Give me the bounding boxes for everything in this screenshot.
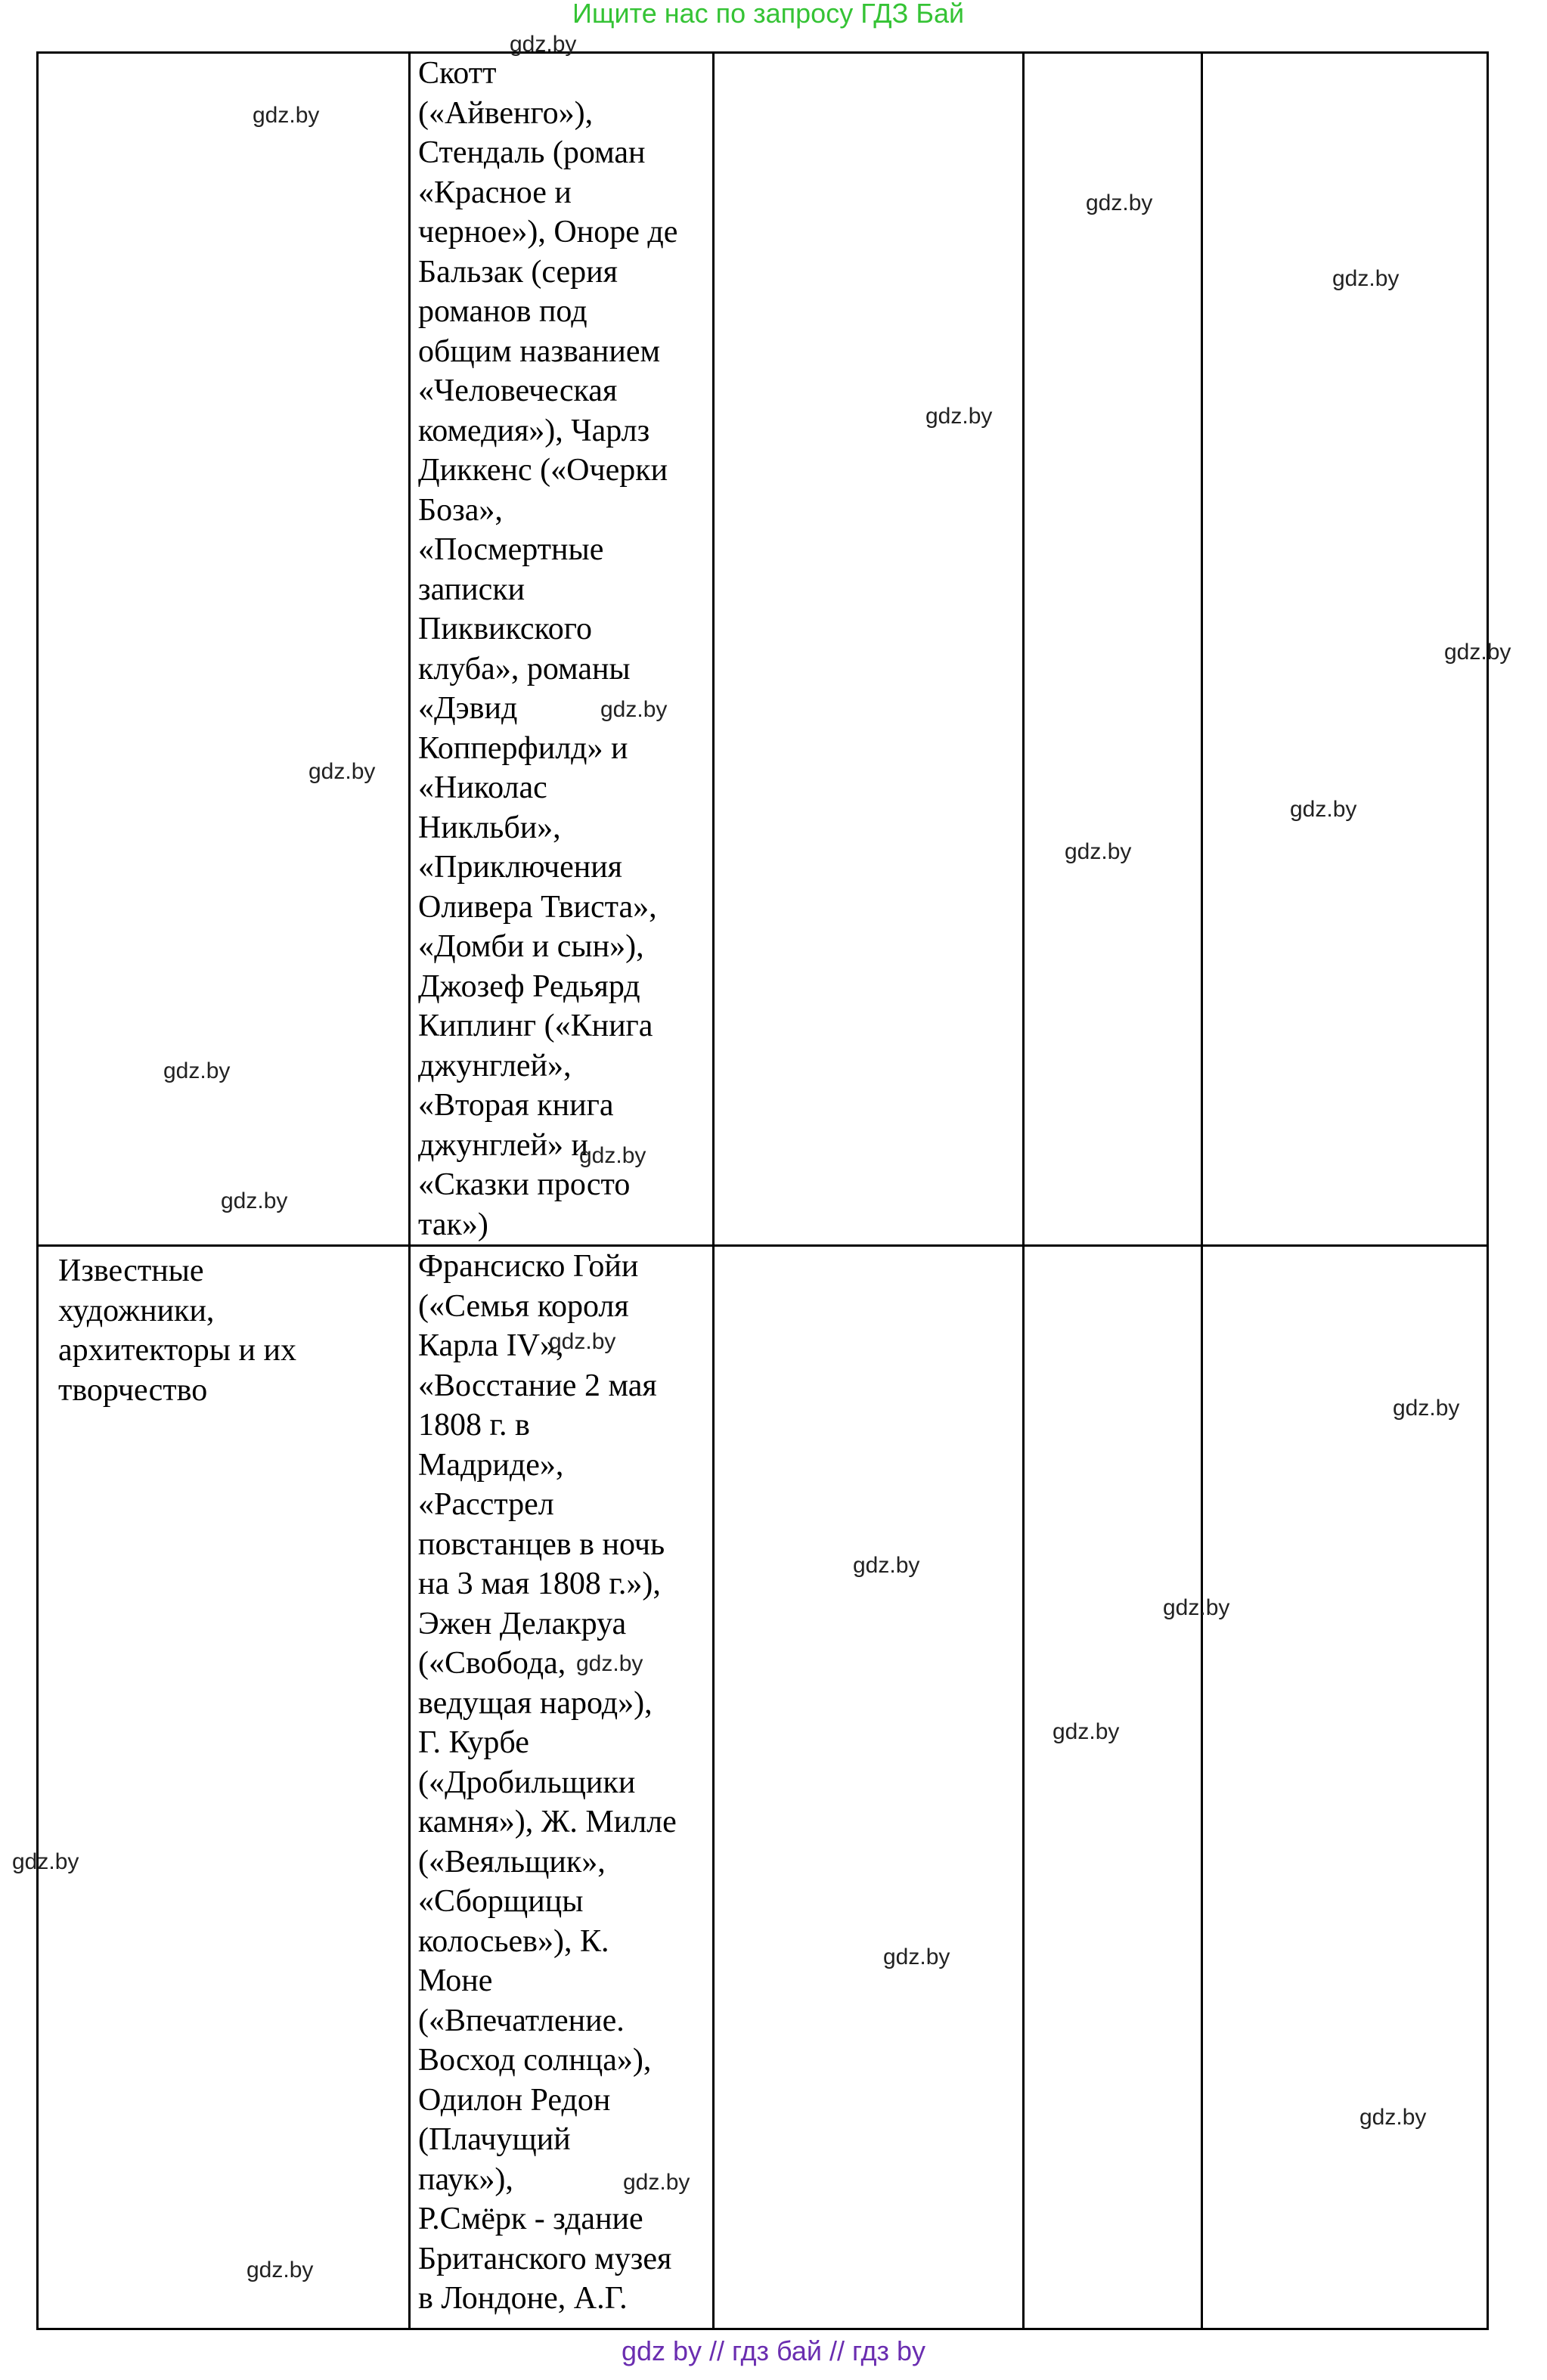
text-line: джунглей» и bbox=[418, 1127, 589, 1163]
text-line: черное»), Оноре де bbox=[418, 215, 678, 249]
watermark: gdz.by bbox=[1290, 797, 1357, 822]
watermark: gdz.by bbox=[1359, 2105, 1427, 2130]
text-line: Г. Курбе bbox=[418, 1725, 529, 1760]
watermark: gdz.by bbox=[510, 32, 577, 57]
watermark: gdz.by bbox=[1053, 1719, 1120, 1744]
text-line: ведущая народ»), bbox=[418, 1685, 653, 1721]
text-line: Эжен Делакруа bbox=[418, 1606, 627, 1641]
text-line: («Свобода, bbox=[418, 1646, 566, 1681]
text-line: повстанцев в ночь bbox=[418, 1526, 665, 1562]
text-line: Бальзак (серия bbox=[418, 254, 618, 290]
text-line: Мадриде», bbox=[418, 1447, 564, 1483]
text-line: Пиквикского bbox=[418, 612, 592, 646]
watermark: gdz.by bbox=[308, 759, 376, 784]
cell-empty bbox=[1024, 53, 1202, 1246]
text-line: Оливера Твиста», bbox=[418, 889, 657, 925]
text-line: («Айвенго»), bbox=[418, 95, 594, 131]
watermark: gdz.by bbox=[1444, 640, 1511, 665]
text-line: «Дэвид bbox=[418, 691, 518, 726]
text-line: «Восстание 2 мая bbox=[418, 1368, 657, 1403]
text-line: («Дробильщики bbox=[418, 1765, 636, 1800]
text-line: камня»), Ж. Милле bbox=[418, 1805, 677, 1839]
footer-links: gdz by // гдз бай // гдз by bbox=[621, 2335, 926, 2366]
watermark: gdz.by bbox=[600, 697, 668, 722]
cell-works bbox=[410, 53, 714, 1246]
text-line: Карла IV», bbox=[418, 1328, 564, 1363]
watermark: gdz.by bbox=[549, 1329, 616, 1354]
text-line: Франсиско Гойи bbox=[418, 1249, 639, 1284]
text-line: Британского музея bbox=[418, 2241, 672, 2276]
watermark: gdz.by bbox=[221, 1188, 288, 1213]
table-row bbox=[38, 1246, 1488, 2329]
text-line: «Сборщицы bbox=[418, 1884, 584, 1919]
text-line: записки bbox=[418, 572, 525, 607]
watermark: gdz.by bbox=[1393, 1396, 1460, 1421]
text-line: джунглей», bbox=[418, 1048, 572, 1083]
cell-topic bbox=[38, 1246, 410, 2329]
watermark: gdz.by bbox=[253, 103, 320, 128]
text-line: комедия»), Чарлз bbox=[418, 413, 650, 448]
works-text bbox=[418, 1247, 697, 2319]
text-line: Скотт bbox=[418, 56, 497, 91]
watermark: gdz.by bbox=[579, 1143, 646, 1168]
text-line: «Приключения bbox=[418, 850, 622, 885]
text-line: творчество bbox=[58, 1372, 208, 1408]
text-line: 1808 г. в bbox=[418, 1408, 530, 1443]
text-line: романов под bbox=[418, 294, 587, 329]
text-line: колосьев»), К. bbox=[418, 1923, 609, 1959]
text-line: «Николас bbox=[418, 770, 547, 805]
text-line: Киплинг («Книга bbox=[418, 1009, 653, 1043]
text-line: «Сказки просто bbox=[418, 1167, 631, 1202]
text-line: общим названием bbox=[418, 333, 661, 369]
text-line: клуба», романы bbox=[418, 651, 631, 686]
watermark: gdz.by bbox=[163, 1058, 231, 1083]
text-line: (Плачущий bbox=[418, 2122, 571, 2157]
text-line: «Посмертные bbox=[418, 532, 604, 567]
text-line: на 3 мая 1808 г.»), bbox=[418, 1567, 661, 1601]
watermark: gdz.by bbox=[1332, 266, 1400, 291]
watermark: gdz.by bbox=[623, 2170, 690, 2195]
cell-empty bbox=[714, 53, 1024, 1246]
text-line: так») bbox=[418, 1207, 488, 1242]
text-line: Копперфилд» и bbox=[418, 730, 628, 766]
cell-works bbox=[410, 1246, 714, 2329]
text-line: («Впечатление. bbox=[418, 2003, 625, 2038]
text-line: Известные bbox=[58, 1254, 204, 1288]
watermark: gdz.by bbox=[1163, 1595, 1230, 1620]
watermark: gdz.by bbox=[246, 2258, 314, 2282]
text-line: «Красное и bbox=[418, 175, 572, 210]
text-line: Диккенс («Очерки bbox=[418, 453, 668, 488]
text-line: («Веяльщик», bbox=[418, 1844, 606, 1880]
watermark: gdz.by bbox=[1065, 839, 1132, 864]
text-line: «Вторая книга bbox=[418, 1088, 614, 1123]
text-line: Джозеф Редьярд bbox=[418, 968, 640, 1004]
text-line: Восход солнца»), bbox=[418, 2043, 652, 2078]
text-line: «Домби и сын»), bbox=[418, 929, 644, 964]
text-line: «Человеческая bbox=[418, 373, 618, 408]
text-line: («Семья короля bbox=[418, 1288, 629, 1324]
watermark: gdz.by bbox=[853, 1553, 920, 1578]
text-line: Стендаль (роман bbox=[418, 135, 646, 170]
text-line: Никльби», bbox=[418, 810, 561, 845]
topic-text bbox=[58, 1251, 398, 1410]
watermark: gdz.by bbox=[925, 404, 993, 429]
text-line: Одилон Редон bbox=[418, 2082, 611, 2118]
works-text bbox=[418, 54, 697, 1244]
text-line: в Лондоне, А.Г. bbox=[418, 2281, 628, 2316]
cell-empty bbox=[714, 1246, 1024, 2329]
watermark: gdz.by bbox=[12, 1849, 79, 1874]
watermark: gdz.by bbox=[576, 1651, 643, 1676]
cell-empty bbox=[1024, 1246, 1202, 2329]
text-line: Р.Смёрк - здание bbox=[418, 2202, 643, 2236]
watermark: gdz.by bbox=[1086, 191, 1153, 215]
text-line: Моне bbox=[418, 1963, 493, 1998]
watermark: gdz.by bbox=[883, 1945, 950, 1969]
text-line: художники, bbox=[58, 1293, 215, 1328]
text-line: архитекторы и их bbox=[58, 1333, 296, 1368]
text-line: Боза», bbox=[418, 492, 503, 528]
text-line: паук»), bbox=[418, 2162, 513, 2197]
banner-text: Ищите нас по запросу ГДЗ Бай bbox=[572, 0, 965, 29]
text-line: «Расстрел bbox=[418, 1487, 554, 1522]
table-row bbox=[38, 53, 1488, 1246]
